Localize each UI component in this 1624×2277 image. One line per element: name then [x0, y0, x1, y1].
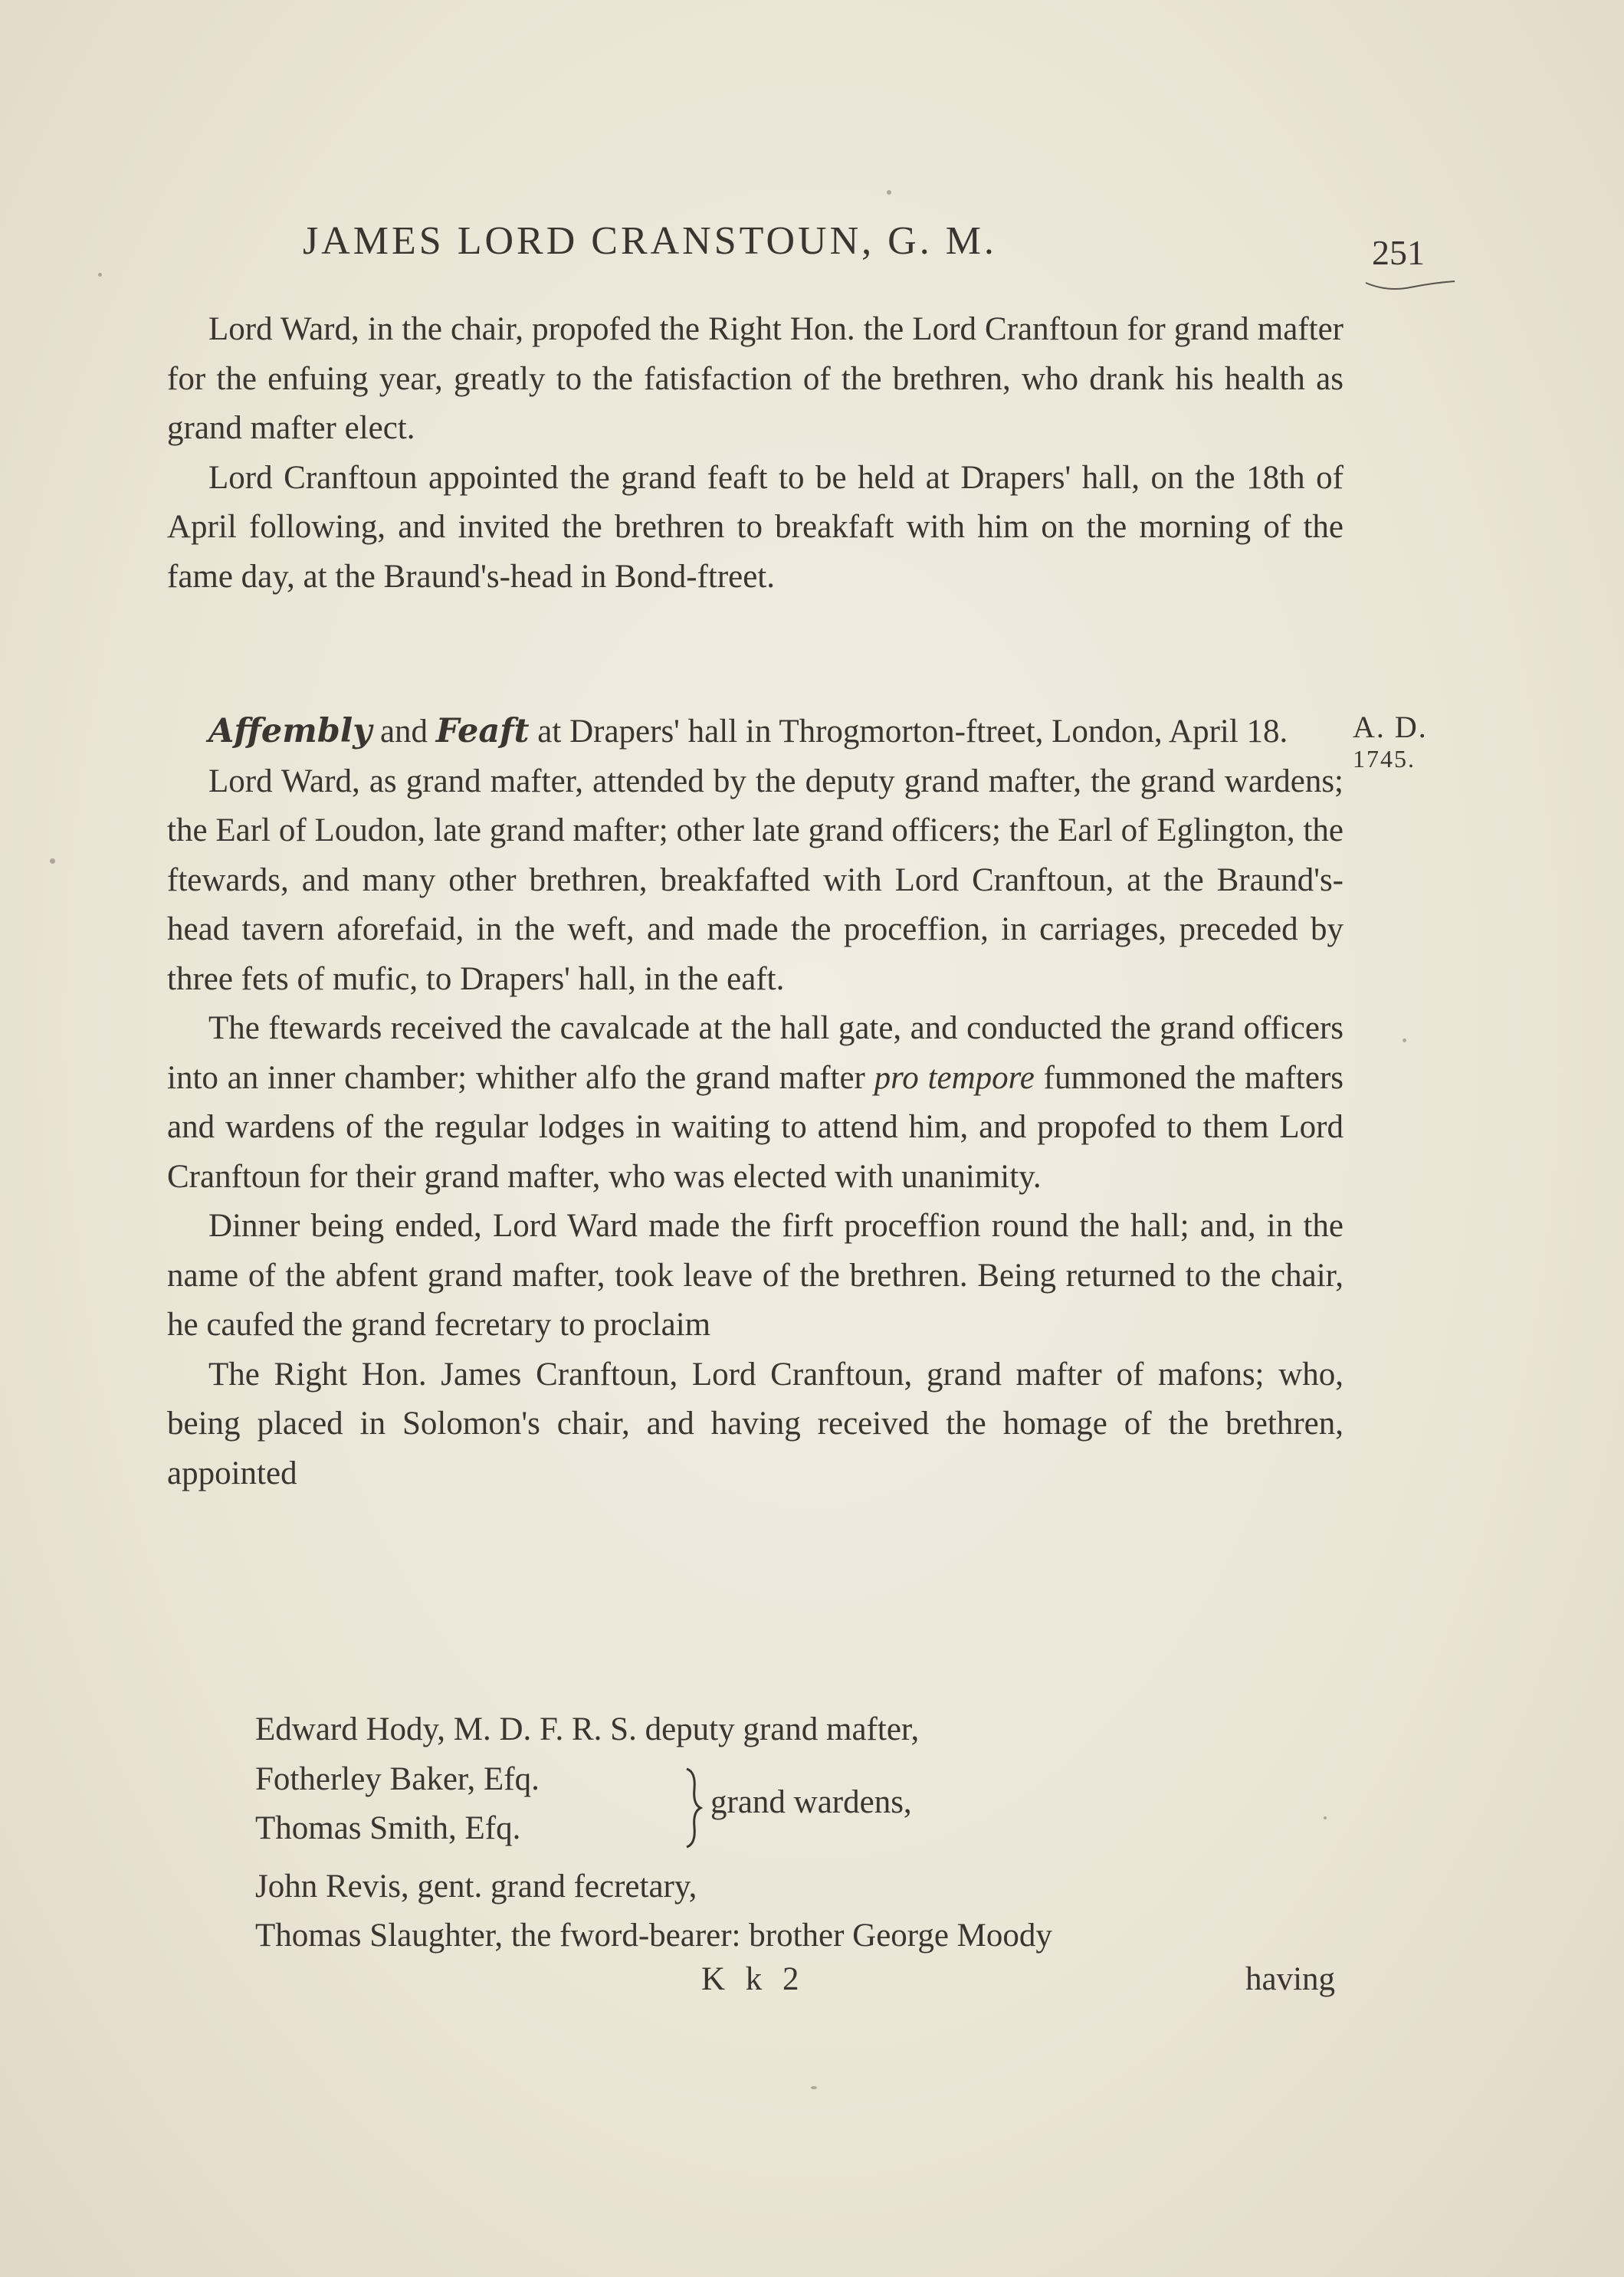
appointment-secretary: John Revis, gent. grand fecretary,: [255, 1868, 697, 1905]
appointment-sword-bearer: Thomas Slaughter, the fword-bearer: brother George Moody: [255, 1918, 1052, 1954]
page-header: [0, 218, 1624, 280]
blackletter-feast: Feaft: [435, 712, 530, 750]
paragraph-proclamation: The Right Hon. James Cranftoun, Lord Cranftoun, grand mafter of mafons; who, being placed in Solomon's chair, and having received the homage of the brethren, appointed: [167, 1356, 1343, 1491]
paper-speck: [1324, 1816, 1327, 1819]
blackletter-assembly: Affembly: [208, 712, 372, 750]
body-text-upper: [167, 305, 1343, 602]
curly-brace-icon: [682, 1766, 705, 1850]
warden-name-1: Fotherley Baker, Efq.: [255, 1760, 540, 1797]
paragraph-procession: Lord Ward, as grand mafter, attended by the deputy grand mafter, the grand wardens; the Earl of Loudon, late grand mafter; other late grand officers; the Earl of Eglington, the ftewards, and many other brethren, breakfafted with Lord Cranftoun, at the Braund's-head tavern aforefaid, in the weft, and made the proceffion, in carriages, preceded by three fets of mufic, to Drapers' hall, in the eaft.: [167, 763, 1343, 997]
margin-note-ad: [1353, 709, 1428, 773]
paper-speck: [1403, 1038, 1406, 1042]
appointment-wardens: [255, 1755, 1343, 1862]
wardens-label: grand wardens,: [710, 1783, 912, 1820]
catchword: having: [1245, 1961, 1336, 1997]
stewards-text-b: fummoned the mafters and wardens of the regular lodges in waiting to attend him, and propofed to them Lord Cranftoun for their grand mafter, who was elected with unanimity.: [167, 1059, 1343, 1195]
paper-speck: [50, 858, 55, 864]
paragraph-grand-feast-appointment: Lord Cranftoun appointed the grand feaft to be held at Drapers' hall, on the 18th of April following, and invited the brethren to breakfaft with him on the morning of the fame day, at the Braund's-head in Bond-ftreet.: [167, 459, 1343, 595]
stewards-text-a: The ftewards received the cavalcade at the hall gate, and conducted the grand officers into an inner chamber; whither alfo the grand mafter: [167, 1010, 1343, 1096]
page-number-flourish: [1364, 278, 1456, 294]
paper-speck: [98, 273, 102, 277]
appointment-deputy: Edward Hody, M. D. F. R. S. deputy grand mafter,: [255, 1711, 920, 1747]
paragraph-lord-ward-proposal: Lord Ward, in the chair, propofed the Right Hon. the Lord Cranftoun for grand mafter for the enfuing year, greatly to the fatisfaction of the brethren, who drank his health as grand mafter elect.: [167, 311, 1343, 446]
paragraph-dinner: Dinner being ended, Lord Ward made the firft proceffion round the hall; and, in the name of the abfent grand mafter, took leave of the brethren. Being returned to the chair, he caufed the grand fecretary to proclaim: [167, 1208, 1343, 1343]
warden-name-2: Thomas Smith, Efq.: [255, 1809, 521, 1846]
signature-mark: K k 2: [701, 1961, 805, 1997]
pro-tempore-italic: pro tempore: [874, 1059, 1035, 1096]
margin-note-label: A. D.: [1353, 710, 1428, 744]
section-heading-assembly-feast: [167, 707, 1343, 757]
page-number: 251: [1372, 233, 1425, 272]
heading-rest: at Drapers' hall in Throgmorton-ftreet, London, April 18.: [529, 714, 1288, 750]
heading-and: and: [372, 714, 436, 750]
appointments-list: [255, 1705, 1343, 1961]
paper-speck: [887, 190, 891, 195]
body-text-lower: [167, 707, 1343, 1498]
paragraph-stewards: [167, 1004, 1343, 1202]
running-head: JAMES LORD CRANSTOUN, G. M.: [303, 219, 997, 263]
paper-speck: [811, 2086, 817, 2089]
margin-note-year: 1745.: [1353, 745, 1416, 773]
